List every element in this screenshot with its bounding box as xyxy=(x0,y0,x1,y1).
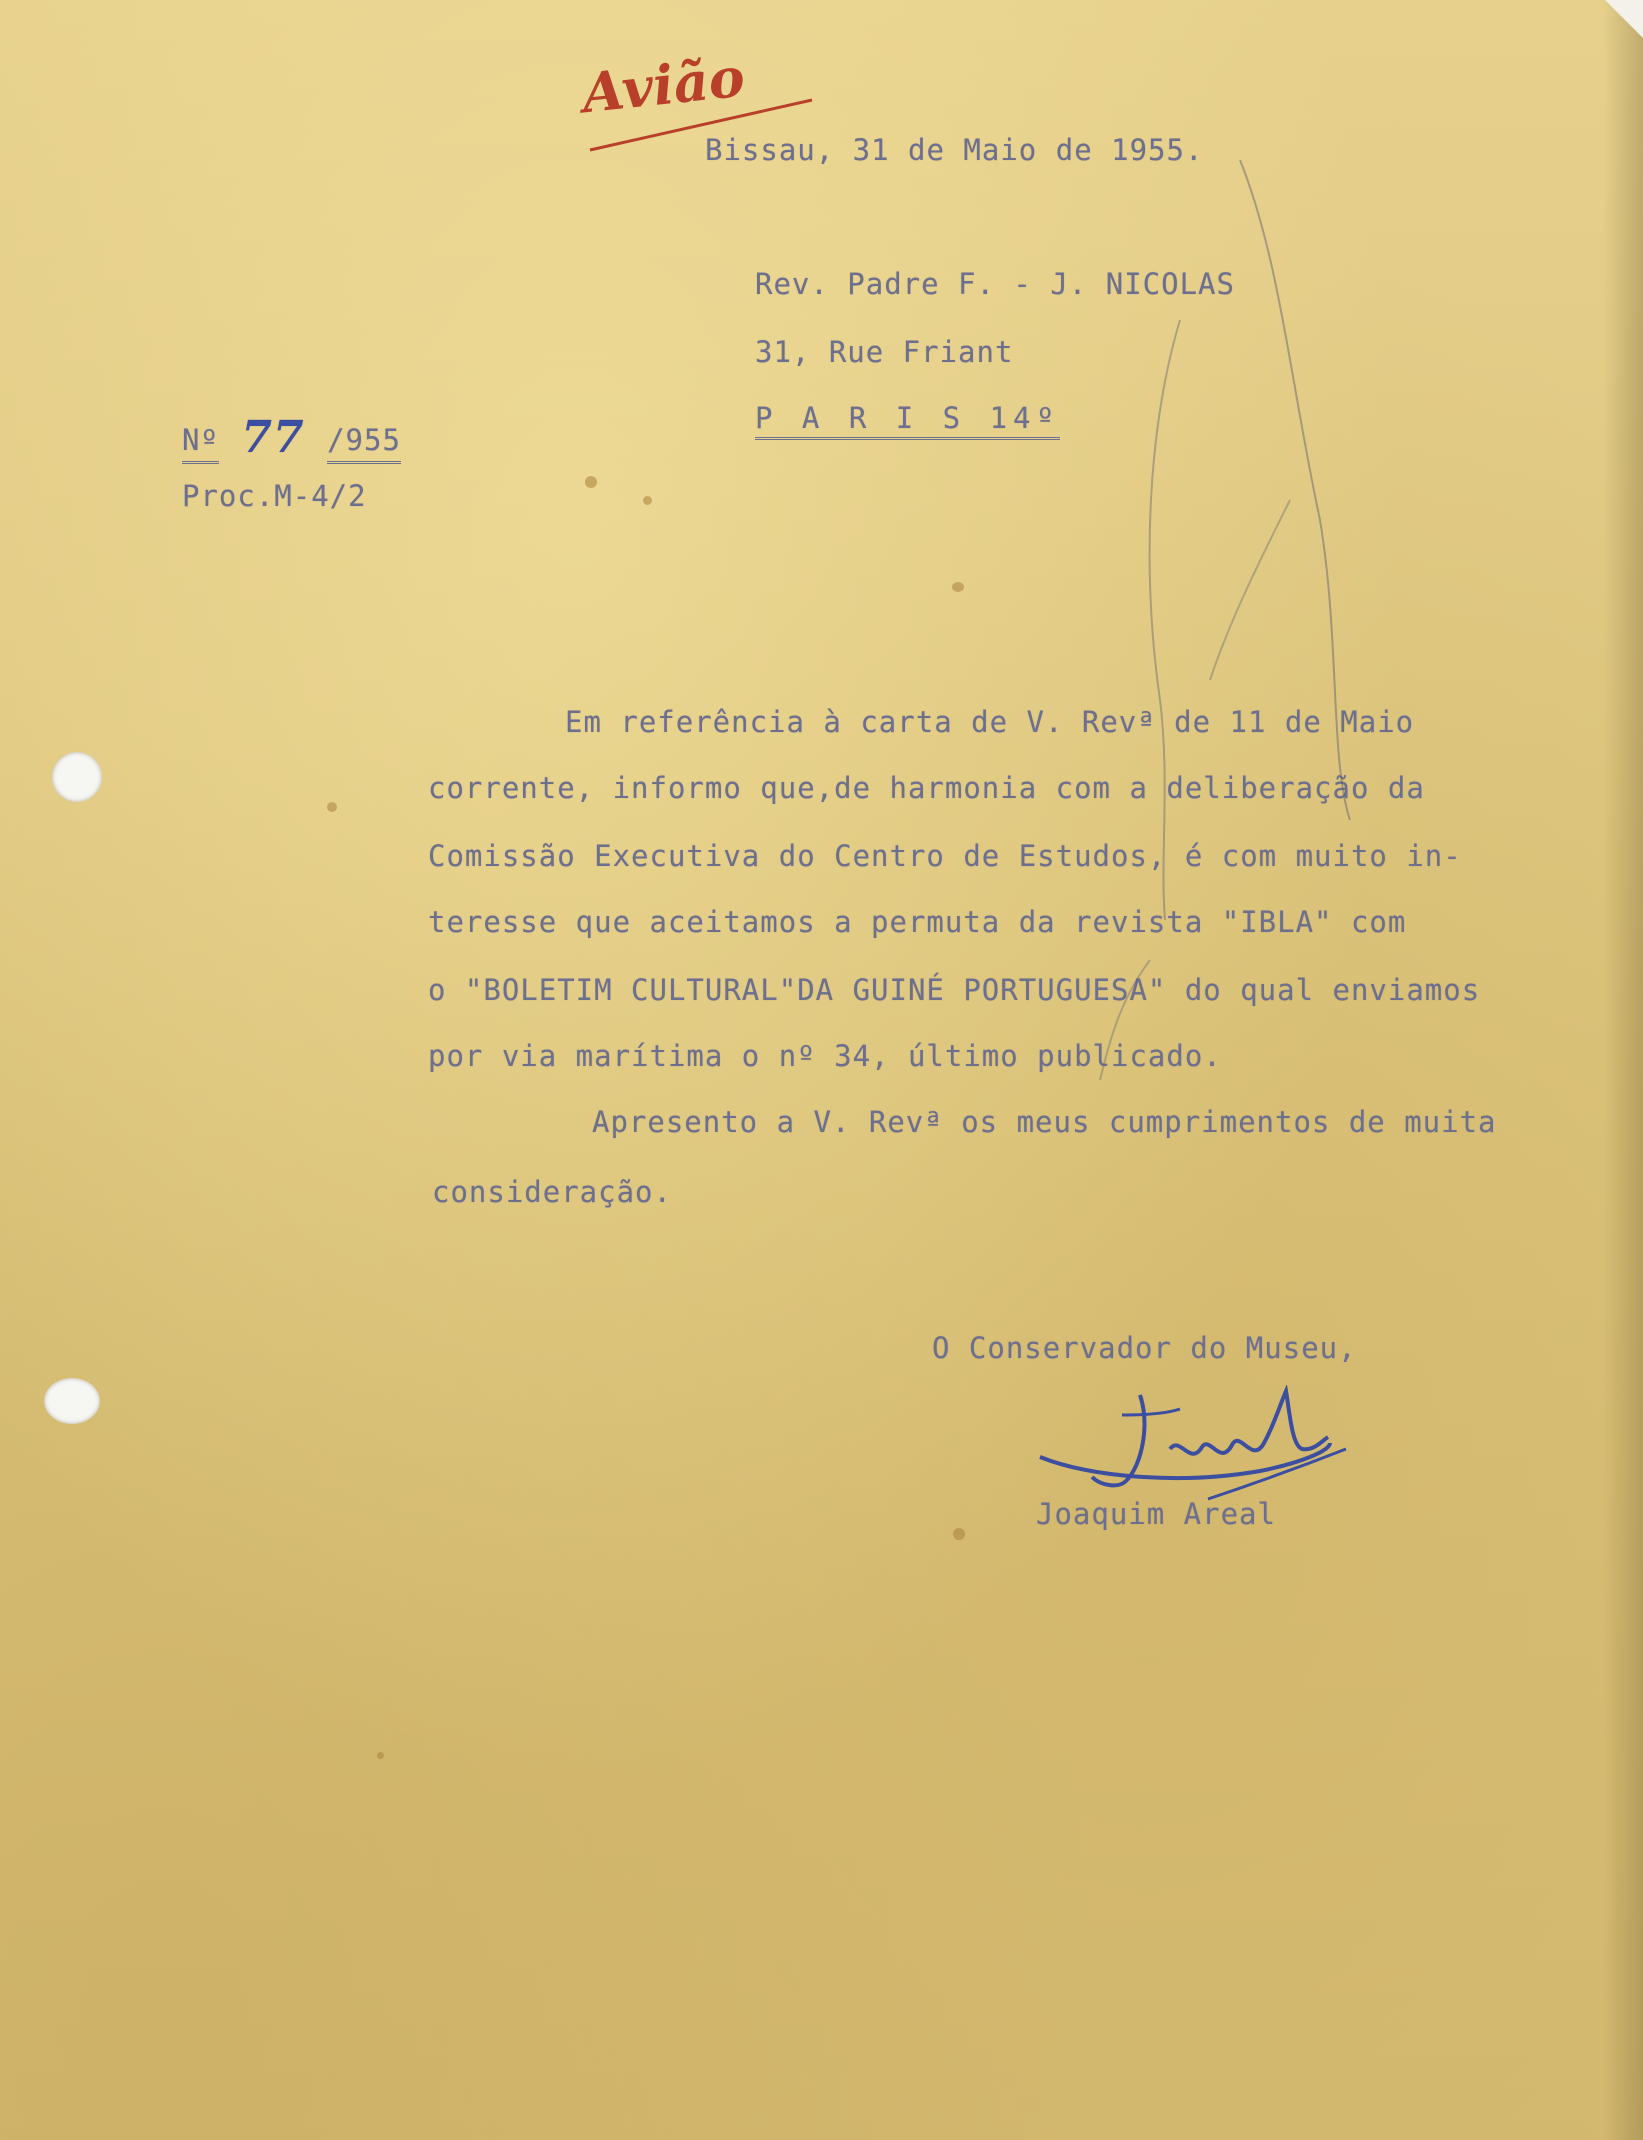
reference-number-handwritten: 77 xyxy=(241,412,305,463)
process-reference: Proc.M-4/2 xyxy=(182,479,367,513)
signature-title: O Conservador do Museu, xyxy=(932,1331,1357,1365)
body-line: o "BOLETIM CULTURAL"DA GUINÉ PORTUGUESA" do qual enviamos xyxy=(428,973,1481,1007)
body-line: corrente, informo que,de harmonia com a deliberação da xyxy=(428,771,1425,805)
airmail-annotation: Avião xyxy=(579,44,748,126)
letter-date: Bissau, 31 de Maio de 1955. xyxy=(705,133,1204,167)
body-line: por via marítima o nº 34, último publicado. xyxy=(428,1039,1222,1073)
signatory-name: Joaquim Areal xyxy=(1036,1497,1276,1531)
reference-number-suffix: /955 xyxy=(327,423,401,464)
body-line: Comissão Executiva do Centro de Estudos, é com muito in- xyxy=(428,839,1462,873)
closing-line: Apresento a V. Revª os meus cumprimentos de muita xyxy=(592,1105,1497,1139)
body-line: teresse que aceitamos a permuta da revista "IBLA" com xyxy=(428,905,1407,939)
recipient-street: 31, Rue Friant xyxy=(755,335,1014,369)
closing-line: consideração. xyxy=(432,1175,672,1209)
recipient-name: Rev. Padre F. - J. NICOLAS xyxy=(755,267,1235,301)
recipient-city: P A R I S 14º xyxy=(755,404,1060,440)
reference-number-prefix: Nº xyxy=(182,423,219,464)
body-line: Em referência à carta de V. Revª de 11 de Maio xyxy=(565,705,1415,739)
